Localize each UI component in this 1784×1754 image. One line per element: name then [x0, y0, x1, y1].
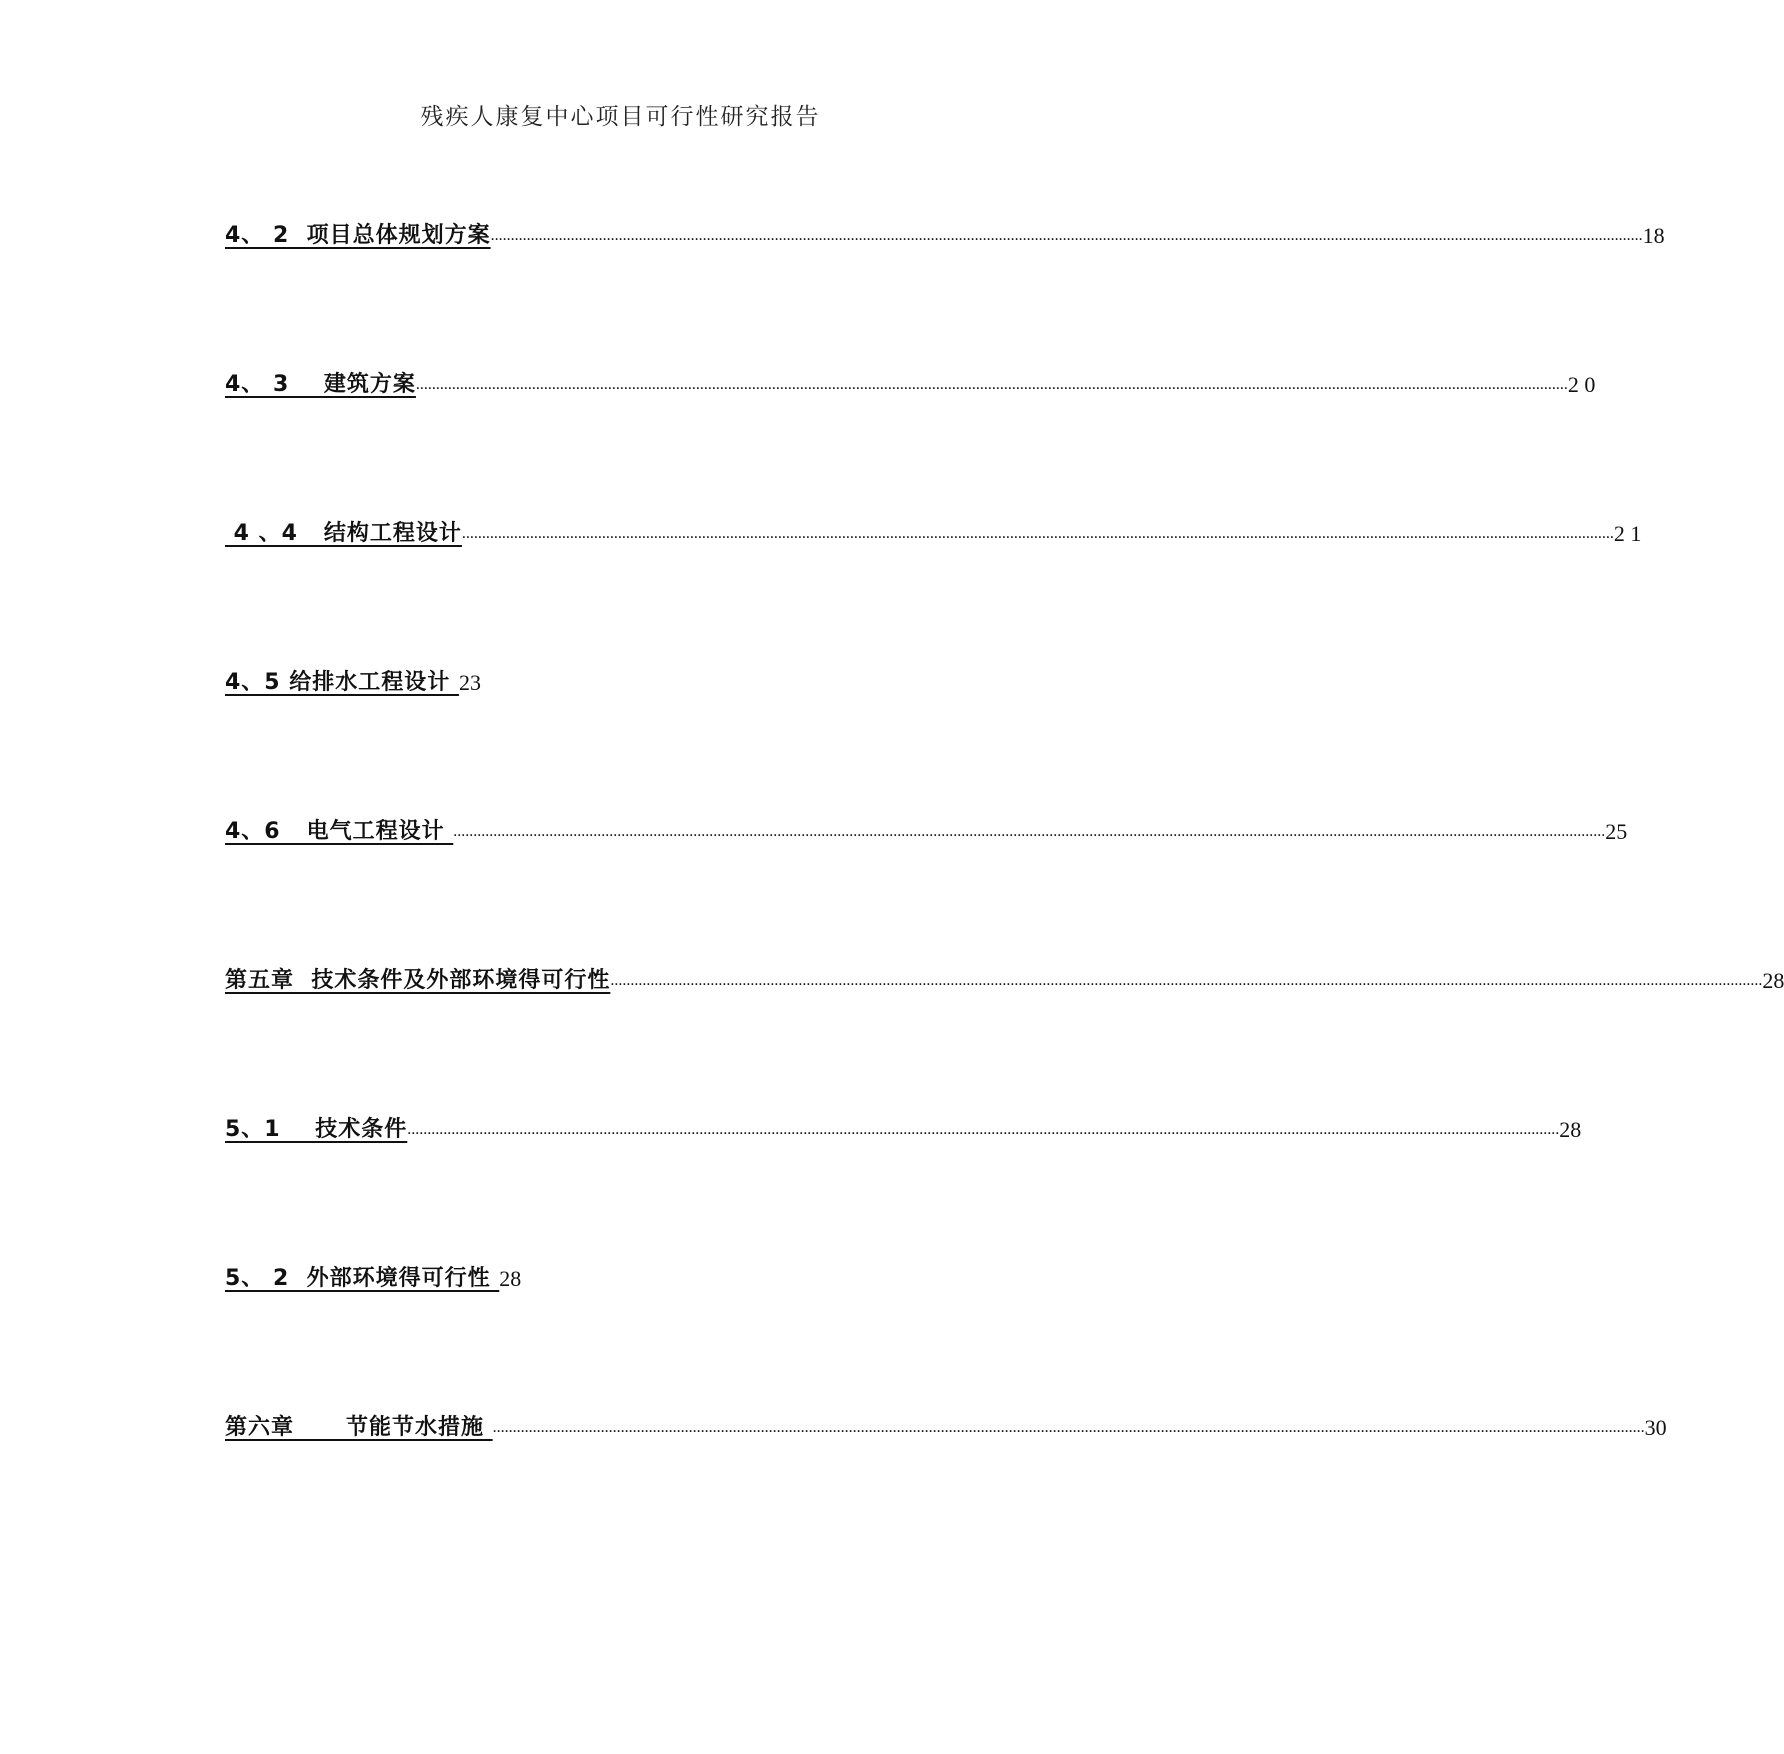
toc-dot-leader: ................................................................................................................................................................................................................................................................................................: [461, 525, 1614, 542]
toc-entry[interactable]: [225, 961, 1784, 995]
toc-page-number: 18: [1642, 223, 1665, 248]
toc-page-number: 23: [458, 670, 481, 695]
toc-entry[interactable]: [225, 514, 1642, 548]
toc-page-number: 2 1: [1613, 521, 1642, 546]
toc-entry[interactable]: [225, 1110, 1582, 1144]
toc-dot-leader: ................................................................................................................................................................................................................................................................................................: [610, 972, 1763, 989]
toc-dot-leader: ................................................................................................................................................................................................................................................................................................: [407, 1121, 1560, 1138]
toc-page-number: 28: [1762, 968, 1784, 993]
toc-entry-label: 4、 3 建筑方案: [225, 372, 416, 397]
toc-entry-label: 第六章 节能节水措施: [225, 1415, 493, 1440]
toc-entry[interactable]: [225, 216, 1665, 250]
toc-dot-leader: ................................................................................................................................................................................................................................................................................................: [492, 1419, 1645, 1436]
toc-entry[interactable]: [225, 663, 481, 697]
toc-page-number: 28: [1559, 1117, 1582, 1142]
toc-page-number: 30: [1644, 1415, 1667, 1440]
toc-entry-label: 4 、4 结构工程设计: [225, 521, 462, 546]
toc-entry-label: 4、6 电气工程设计: [225, 819, 454, 844]
toc-entry-label: 4、 2 项目总体规划方案: [225, 223, 491, 248]
toc-entry-label: 4、5 给排水工程设计: [225, 670, 459, 695]
toc-page-number: 25: [1605, 819, 1628, 844]
toc-entry[interactable]: [225, 812, 1628, 846]
toc-entry[interactable]: [225, 365, 1596, 399]
toc-entry-label: 5、 2 外部环境得可行性: [225, 1266, 500, 1291]
toc-entry[interactable]: [225, 1408, 1667, 1442]
running-header: 残疾人康复中心项目可行性研究报告: [420, 104, 821, 130]
toc-entry-label: 5、1 技术条件: [225, 1117, 408, 1142]
toc-page-number: 28: [499, 1266, 522, 1291]
toc-page-number: 2 0: [1567, 372, 1596, 397]
toc-entry-label: 第五章 技术条件及外部环境得可行性: [225, 968, 611, 993]
toc-dot-leader: ................................................................................................................................................................................................................................................................................................: [490, 227, 1643, 244]
toc-dot-leader: ................................................................................................................................................................................................................................................................................................: [453, 823, 1606, 840]
toc-entry[interactable]: [225, 1259, 521, 1293]
toc-dot-leader: ................................................................................................................................................................................................................................................................................................: [415, 376, 1568, 393]
